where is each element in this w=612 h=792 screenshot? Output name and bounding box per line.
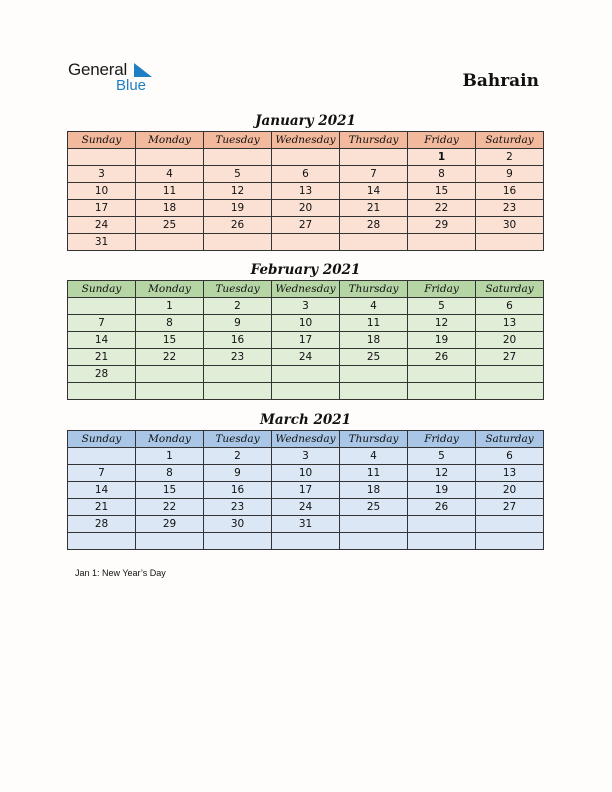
empty-day-cell xyxy=(272,533,340,550)
month-january xyxy=(67,111,544,251)
day-cell: 18 xyxy=(340,332,408,349)
week-row xyxy=(68,499,544,516)
day-cell: 27 xyxy=(476,349,544,366)
day-cell: 24 xyxy=(68,217,136,234)
day-cell: 13 xyxy=(272,183,340,200)
day-cell: 30 xyxy=(204,516,272,533)
day-cell: 14 xyxy=(340,183,408,200)
empty-day-cell xyxy=(408,366,476,383)
empty-day-cell xyxy=(204,366,272,383)
month-title: March 2021 xyxy=(259,412,352,428)
day-cell: 12 xyxy=(204,183,272,200)
day-cell: 2 xyxy=(204,298,272,315)
day-cell: 5 xyxy=(408,448,476,465)
empty-day-cell xyxy=(340,366,408,383)
day-cell: 11 xyxy=(136,183,204,200)
day-cell: 1 xyxy=(136,448,204,465)
day-cell: 15 xyxy=(136,332,204,349)
empty-day-cell xyxy=(476,383,544,400)
week-row xyxy=(68,183,544,200)
logo-text-blue: Blue xyxy=(116,77,147,94)
day-cell: 19 xyxy=(408,482,476,499)
empty-day-cell xyxy=(476,234,544,251)
day-cell: 22 xyxy=(408,200,476,217)
day-cell: 19 xyxy=(204,200,272,217)
empty-day-cell xyxy=(340,234,408,251)
week-row xyxy=(68,234,544,251)
day-cell: 21 xyxy=(68,349,136,366)
empty-day-cell xyxy=(408,533,476,550)
calendar-table xyxy=(67,280,544,400)
weekday-header: Thursday xyxy=(340,431,408,448)
country-title: Bahrain xyxy=(462,71,539,91)
weekday-header: Tuesday xyxy=(204,132,272,149)
day-cell: 15 xyxy=(408,183,476,200)
weekday-header: Wednesday xyxy=(272,132,340,149)
month-title: February 2021 xyxy=(250,262,361,278)
day-cell: 6 xyxy=(476,298,544,315)
empty-day-cell xyxy=(408,234,476,251)
day-cell: 4 xyxy=(340,448,408,465)
day-cell: 9 xyxy=(476,166,544,183)
calendar-table xyxy=(67,430,544,550)
day-cell: 12 xyxy=(408,465,476,482)
empty-day-cell xyxy=(340,149,408,166)
day-cell: 17 xyxy=(272,482,340,499)
weekday-header: Sunday xyxy=(68,132,136,149)
month-title: January 2021 xyxy=(255,113,356,129)
day-cell: 20 xyxy=(476,332,544,349)
day-cell: 13 xyxy=(476,315,544,332)
day-cell: 26 xyxy=(408,349,476,366)
empty-day-cell xyxy=(136,366,204,383)
week-row xyxy=(68,366,544,383)
day-cell: 16 xyxy=(476,183,544,200)
day-cell: 23 xyxy=(204,349,272,366)
holiday-notes xyxy=(75,568,166,578)
day-cell: 31 xyxy=(272,516,340,533)
day-cell: 6 xyxy=(476,448,544,465)
weekday-header: Thursday xyxy=(340,132,408,149)
weekday-header: Sunday xyxy=(68,281,136,298)
day-cell: 20 xyxy=(272,200,340,217)
empty-day-cell xyxy=(136,533,204,550)
weekday-header: Thursday xyxy=(340,281,408,298)
day-cell: 18 xyxy=(136,200,204,217)
weekday-header: Monday xyxy=(136,132,204,149)
empty-day-cell xyxy=(408,516,476,533)
day-cell: 26 xyxy=(204,217,272,234)
weekday-header: Friday xyxy=(408,132,476,149)
weekday-header: Wednesday xyxy=(272,431,340,448)
day-cell: 25 xyxy=(136,217,204,234)
day-cell: 3 xyxy=(68,166,136,183)
empty-day-cell xyxy=(476,516,544,533)
week-row xyxy=(68,315,544,332)
empty-day-cell xyxy=(340,516,408,533)
weekday-header: Monday xyxy=(136,281,204,298)
day-cell: 9 xyxy=(204,465,272,482)
week-row xyxy=(68,465,544,482)
day-cell: 27 xyxy=(476,499,544,516)
empty-day-cell xyxy=(272,234,340,251)
day-cell: 23 xyxy=(204,499,272,516)
empty-day-cell xyxy=(340,533,408,550)
day-cell: 21 xyxy=(68,499,136,516)
empty-day-cell xyxy=(476,366,544,383)
day-cell: 15 xyxy=(136,482,204,499)
day-cell: 8 xyxy=(136,315,204,332)
day-cell: 1 xyxy=(136,298,204,315)
empty-day-cell xyxy=(204,533,272,550)
day-cell: 28 xyxy=(68,516,136,533)
day-cell: 5 xyxy=(408,298,476,315)
week-row xyxy=(68,166,544,183)
day-cell: 5 xyxy=(204,166,272,183)
day-cell: 22 xyxy=(136,349,204,366)
weekday-header: Friday xyxy=(408,281,476,298)
week-row xyxy=(68,448,544,465)
empty-day-cell xyxy=(136,234,204,251)
day-cell: 17 xyxy=(272,332,340,349)
empty-day-cell xyxy=(340,383,408,400)
weekday-header: Tuesday xyxy=(204,431,272,448)
calendar-table xyxy=(67,131,544,251)
day-cell: 2 xyxy=(204,448,272,465)
week-row xyxy=(68,298,544,315)
day-cell: 28 xyxy=(340,217,408,234)
logo-triangle-icon xyxy=(134,63,152,77)
weekday-header-row xyxy=(68,281,544,298)
day-cell: 10 xyxy=(272,465,340,482)
weekday-header: Sunday xyxy=(68,431,136,448)
day-cell: 10 xyxy=(272,315,340,332)
empty-day-cell xyxy=(68,448,136,465)
day-cell: 25 xyxy=(340,349,408,366)
empty-day-cell xyxy=(68,383,136,400)
day-cell: 7 xyxy=(340,166,408,183)
empty-day-cell xyxy=(204,234,272,251)
day-cell: 24 xyxy=(272,349,340,366)
day-cell: 10 xyxy=(68,183,136,200)
week-row xyxy=(68,482,544,499)
day-cell: 19 xyxy=(408,332,476,349)
day-cell: 31 xyxy=(68,234,136,251)
empty-day-cell xyxy=(408,383,476,400)
day-cell: 7 xyxy=(68,465,136,482)
day-cell: 9 xyxy=(204,315,272,332)
day-cell: 3 xyxy=(272,298,340,315)
logo-text-general: General xyxy=(68,60,128,79)
weekday-header: Saturday xyxy=(476,281,544,298)
empty-day-cell xyxy=(68,533,136,550)
week-row xyxy=(68,383,544,400)
day-cell: 14 xyxy=(68,482,136,499)
logo xyxy=(68,60,168,98)
week-row xyxy=(68,217,544,234)
empty-day-cell xyxy=(272,366,340,383)
empty-day-cell xyxy=(68,149,136,166)
empty-day-cell xyxy=(136,149,204,166)
empty-day-cell xyxy=(204,149,272,166)
day-cell: 1 xyxy=(408,149,476,166)
weekday-header: Monday xyxy=(136,431,204,448)
day-cell: 22 xyxy=(136,499,204,516)
weekday-header: Saturday xyxy=(476,132,544,149)
day-cell: 29 xyxy=(136,516,204,533)
weekday-header-row xyxy=(68,132,544,149)
day-cell: 14 xyxy=(68,332,136,349)
empty-day-cell xyxy=(204,383,272,400)
day-cell: 25 xyxy=(340,499,408,516)
empty-day-cell xyxy=(136,383,204,400)
day-cell: 24 xyxy=(272,499,340,516)
week-row xyxy=(68,533,544,550)
weekday-header: Tuesday xyxy=(204,281,272,298)
empty-day-cell xyxy=(476,533,544,550)
empty-day-cell xyxy=(272,383,340,400)
day-cell: 11 xyxy=(340,465,408,482)
holiday-note: Jan 1: New Year’s Day xyxy=(75,568,166,578)
day-cell: 12 xyxy=(408,315,476,332)
weekday-header: Wednesday xyxy=(272,281,340,298)
day-cell: 3 xyxy=(272,448,340,465)
day-cell: 23 xyxy=(476,200,544,217)
day-cell: 17 xyxy=(68,200,136,217)
day-cell: 4 xyxy=(340,298,408,315)
day-cell: 13 xyxy=(476,465,544,482)
day-cell: 18 xyxy=(340,482,408,499)
day-cell: 8 xyxy=(408,166,476,183)
day-cell: 16 xyxy=(204,332,272,349)
day-cell: 28 xyxy=(68,366,136,383)
day-cell: 6 xyxy=(272,166,340,183)
day-cell: 29 xyxy=(408,217,476,234)
day-cell: 8 xyxy=(136,465,204,482)
weekday-header-row xyxy=(68,431,544,448)
day-cell: 11 xyxy=(340,315,408,332)
day-cell: 7 xyxy=(68,315,136,332)
weekday-header: Saturday xyxy=(476,431,544,448)
week-row xyxy=(68,516,544,533)
month-march xyxy=(67,410,544,550)
day-cell: 2 xyxy=(476,149,544,166)
month-february xyxy=(67,260,544,400)
day-cell: 21 xyxy=(340,200,408,217)
week-row xyxy=(68,149,544,166)
empty-day-cell xyxy=(68,298,136,315)
day-cell: 16 xyxy=(204,482,272,499)
day-cell: 20 xyxy=(476,482,544,499)
day-cell: 4 xyxy=(136,166,204,183)
week-row xyxy=(68,200,544,217)
day-cell: 26 xyxy=(408,499,476,516)
week-row xyxy=(68,332,544,349)
week-row xyxy=(68,349,544,366)
empty-day-cell xyxy=(272,149,340,166)
day-cell: 27 xyxy=(272,217,340,234)
day-cell: 30 xyxy=(476,217,544,234)
weekday-header: Friday xyxy=(408,431,476,448)
